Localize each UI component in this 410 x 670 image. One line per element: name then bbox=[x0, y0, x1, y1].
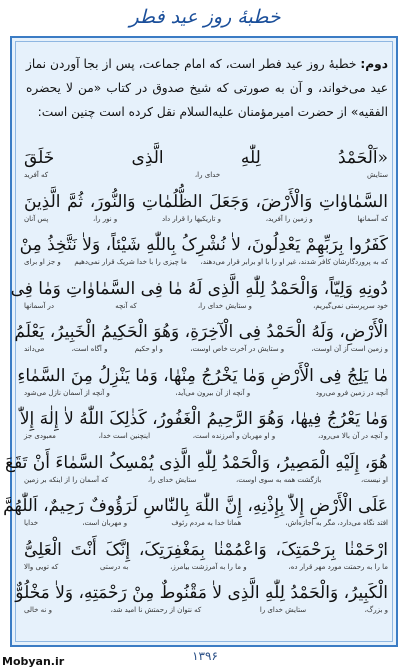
gloss-word: و مهربان است، bbox=[82, 519, 128, 527]
gloss-word: معبودی جز bbox=[24, 432, 56, 440]
intro-label: دوم: bbox=[360, 57, 388, 71]
arabic-line: هُوَ، إِلَیْهِ الْمَصِیرُ، وَالْحَمْدُ لِلّٰهِ الَّذِی یُمْسِکُ السَّمٰاءَ أَنْ تَقَعَ bbox=[5, 452, 388, 473]
page-title: خطبهٔ روز عید فطر bbox=[129, 6, 281, 28]
gloss-word: افتد نگاه می‌دارد، مگر به اجازه‌اش، bbox=[285, 519, 388, 527]
arabic-line: عَلَی الْأَرْضِ إِلاّٰ بِإِذْنِهِ، إِنَّ اللّٰهَ بِالنّٰاسِ لَرَؤُوفٌ رَحِیمٌ، اَللّٰهُمَّ bbox=[3, 496, 388, 516]
gloss-word: و آنچه در آن بالا می‌رود، bbox=[317, 432, 389, 440]
gloss-word: بازگشت همه به سوی اوست، bbox=[236, 475, 322, 484]
gloss-word: و ما را به آمرزشت بیامرز، bbox=[170, 562, 247, 571]
gloss-line bbox=[24, 301, 388, 311]
gloss-word: می‌داند bbox=[24, 345, 45, 353]
intro-text: خطبهٔ روز عید فطر است، که امام جماعت، پس از بجا آوردن نماز عید می‌خواند، و آن به صورتی که شیخ صدوق در کتاب «من لا یحضره الفقیه» از حضرت امیرمؤمنان علیه‌السلام نقل کرده است چنین است: bbox=[26, 57, 388, 119]
gloss-word: خدایا bbox=[24, 519, 39, 527]
gloss-line bbox=[24, 518, 388, 528]
gloss-word: که تویی والا bbox=[24, 562, 59, 571]
gloss-word: و زمین را آفرید، bbox=[265, 214, 313, 223]
gloss-word: که آفرید bbox=[24, 171, 49, 179]
gloss-word: و آنچه از آسمان نازل می‌شود bbox=[24, 388, 110, 397]
arabic-line: دُونِهِ وَلِیّاً، وَالْحَمْدُ لِلّٰهِ الَّذِی لَهُ مٰا فِی السَّمٰاوٰاتِ وَمٰا فِی bbox=[10, 278, 388, 299]
gloss-line bbox=[24, 257, 388, 267]
gloss-word: و ستایش خدای را، bbox=[197, 301, 252, 310]
page-number: ۱۳۹۶ bbox=[192, 649, 218, 663]
gloss-line bbox=[24, 475, 388, 485]
gloss-word: ستایش خدای را، bbox=[147, 475, 197, 484]
arabic-line: الْکَبِیرُ، وَالْحَمْدُ لِلّٰهِ الَّذِی لاٰ مَقْنُوطٌ مِنْ رَحْمَتِهِ، وَلاٰ مَخْلُوٌّ bbox=[15, 583, 388, 603]
arabic-line: ارْحَمْنٰا بِرَحْمَتِکَ، وَاعْمُمْنٰا بِمَغْفِرَتِکَ، إِنَّکَ أَنْتَ الْعَلِیُّ bbox=[24, 539, 388, 560]
gloss-word: و او مهربان و آمرزنده است، bbox=[192, 432, 276, 440]
gloss-word: و جز او برای bbox=[24, 258, 61, 266]
intro-paragraph bbox=[26, 52, 388, 124]
gloss-word: و نه خالی bbox=[24, 606, 52, 614]
gloss-word: ما را به رحمتت مورد مهر قرار ده، bbox=[288, 562, 388, 571]
watermark: Mobyan.ir bbox=[2, 655, 65, 668]
gloss-word: و نور را، bbox=[92, 214, 118, 223]
gloss-word: و آگاه است، bbox=[71, 345, 108, 353]
gloss-word: و ستایش در آخرت خاص اوست، bbox=[190, 345, 285, 353]
gloss-line bbox=[24, 170, 388, 180]
gloss-word: که نتوان از رحمتش نا امید شد، bbox=[110, 606, 202, 614]
gloss-word: همانا خدا به مردم رئوف bbox=[171, 519, 242, 527]
gloss-word: پس آنان bbox=[24, 214, 49, 223]
gloss-line bbox=[24, 431, 388, 441]
gloss-line bbox=[24, 605, 388, 615]
gloss-word: به درستی bbox=[100, 562, 129, 571]
gloss-word: که به پروردگارشان کافر شدند، غیر او را با او برابر قرار می‌دهند، bbox=[200, 258, 388, 266]
arabic-line: کَفَرُوا بِرَبِّهِمْ یَعْدِلُونَ، لاٰ نُشْرِکُ بِاللّٰهِ شَیْئاً، وَلاٰ نَتَّخِذُ مِنْ bbox=[19, 235, 388, 255]
gloss-word: و آنچه از آن بیرون می‌آید، bbox=[175, 388, 251, 397]
gloss-word: اینچنین است خدا، bbox=[98, 432, 151, 440]
arabic-line: الْأَرْضِ، وَلَهُ الْحَمْدُ فِی الْآخِرَةِ، وَهُوَ الْحَکِیمُ الْخَبِیرُ، یَعْلَمُ bbox=[14, 322, 388, 342]
gloss-word: که آنچه bbox=[115, 301, 137, 310]
gloss-word: خدای را، bbox=[194, 171, 221, 179]
gloss-word: و زمین است از آن اوست، bbox=[311, 345, 388, 353]
gloss-word: که آسمان را از اینکه بر زمین bbox=[24, 475, 109, 484]
gloss-word: و تاریکیها را قرار داد bbox=[161, 214, 222, 223]
gloss-word: ستایش خدای را bbox=[259, 606, 307, 614]
arabic-line: السَّمٰاوٰاتِ وَالْأَرْضَ، وَجَعَلَ الظُّلُمٰاتِ وَالنُّورَ، ثُمَّ الَّذِینَ bbox=[24, 191, 388, 212]
gloss-word: آنچه در زمین فرو می‌رود bbox=[315, 388, 388, 397]
arabic-line: «اَلْحَمْدُ لِلّٰهِ الَّذِی خَلَقَ bbox=[24, 148, 388, 168]
gloss-line bbox=[24, 562, 388, 572]
gloss-word: در آسمانها bbox=[24, 301, 55, 310]
gloss-word: و او حکیم bbox=[134, 345, 163, 353]
gloss-line bbox=[24, 344, 388, 354]
gloss-word: که آسمانها bbox=[357, 214, 389, 223]
gloss-word: ما چیزی را با خدا شریک قرار نمی‌دهیم bbox=[74, 258, 187, 266]
gloss-line bbox=[24, 214, 388, 224]
gloss-word: و بزرگ، bbox=[364, 606, 388, 614]
gloss-word: ستایش bbox=[367, 171, 388, 179]
arabic-line: وَمٰا یَعْرُجُ فِیهٰا، وَهُوَ الرَّحِیمُ الْغَفُورُ، کَذٰلِکَ اللّٰهُ لاٰ إِلٰهَ إِلاّٰ bbox=[19, 409, 388, 429]
gloss-word: خود سرپرستی نمی‌گیریم، bbox=[313, 301, 389, 310]
gloss-line bbox=[24, 388, 388, 398]
arabic-line: مٰا یَلِجُ فِی الْأَرْضِ وَمٰا یَخْرُجُ مِنْهٰا، وَمٰا یَنْزِلُ مِنَ السَّمٰاءِ bbox=[17, 365, 388, 386]
gloss-word: او نیست، bbox=[361, 475, 388, 484]
